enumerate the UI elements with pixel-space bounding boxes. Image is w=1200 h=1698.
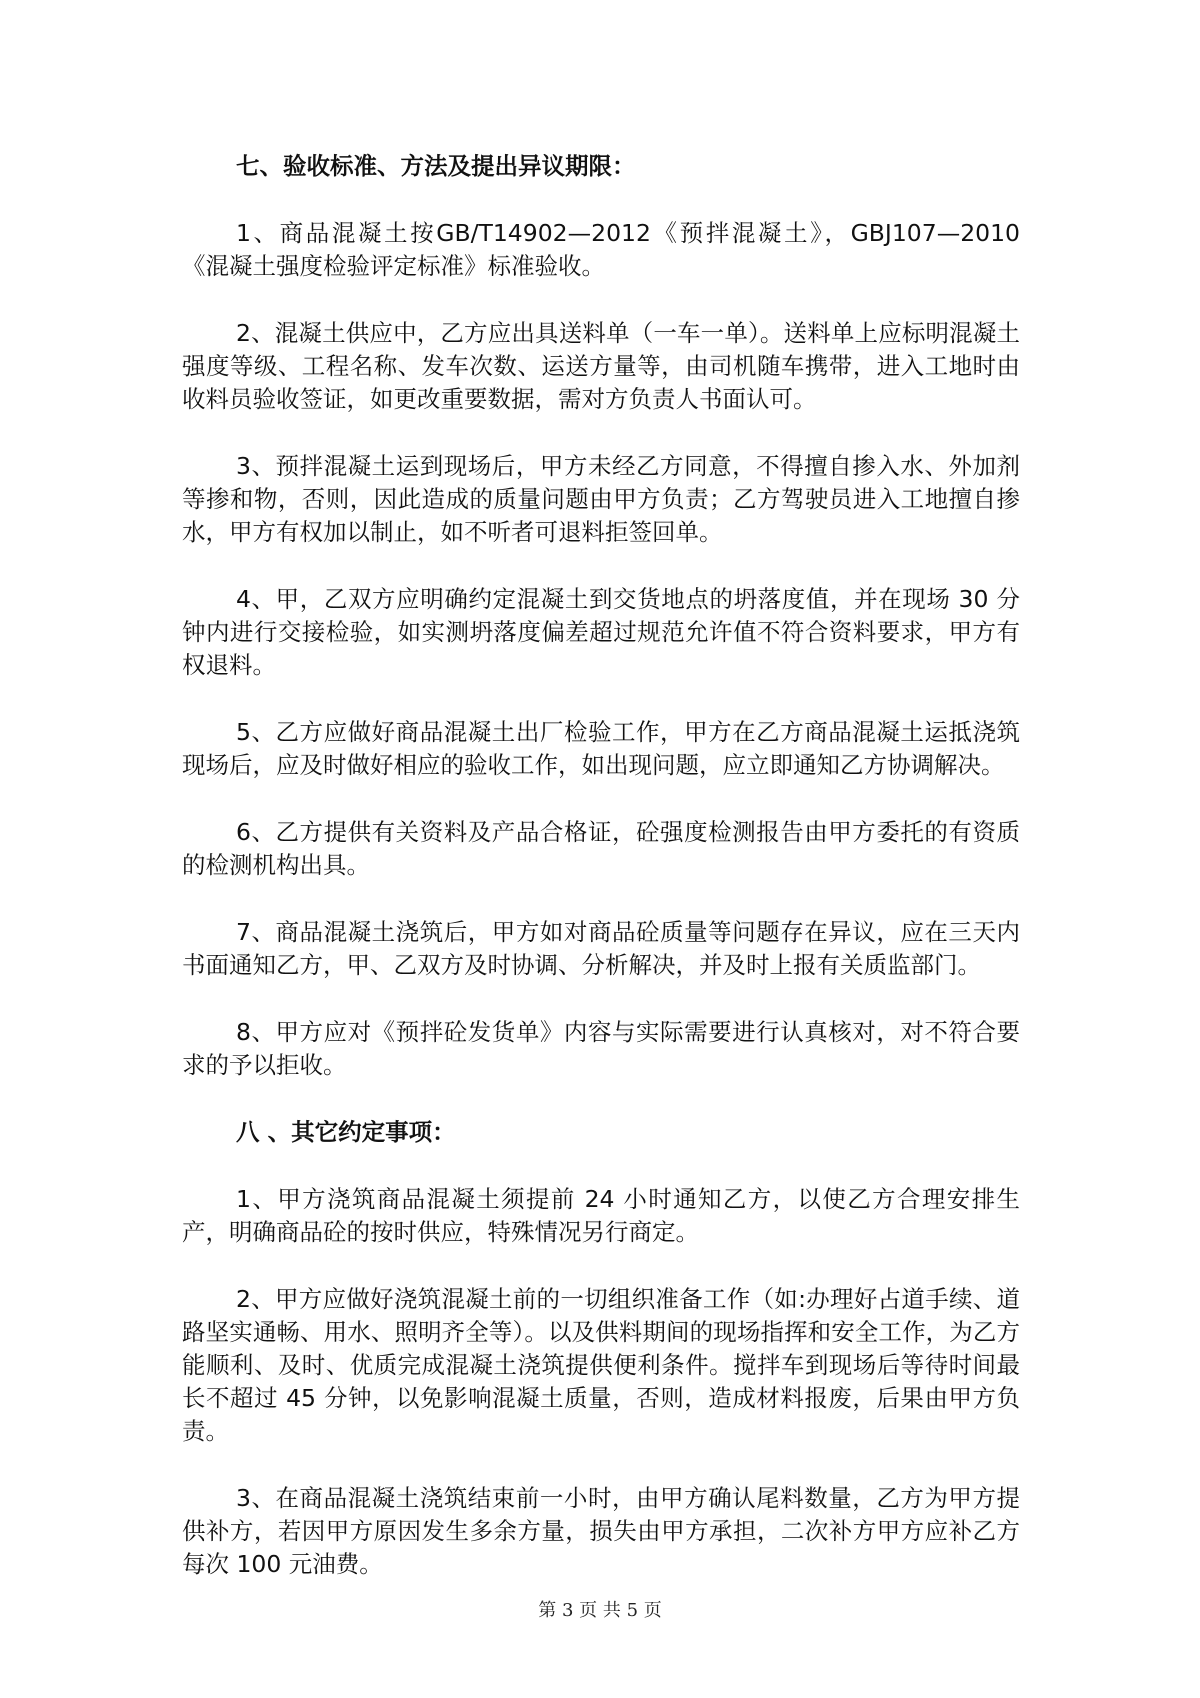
section-7-item-2: 2、混凝土供应中，乙方应出具送料单（一车一单）。送料单上应标明混凝土强度等级、工程名称、发车次数、运送方量等，由司机随车携带，进入工地时由收料员验收签证，如更改重要数据，需对方负责人书面认可。 bbox=[182, 319, 1020, 413]
section-7-item-5: 5、乙方应做好商品混凝土出厂检验工作，甲方在乙方商品混凝土运抵浇筑现场后，应及时做好相应的验收工作，如出现问题，应立即通知乙方协调解决。 bbox=[182, 718, 1020, 779]
section-8-item-2: 2、甲方应做好浇筑混凝土前的一切组织准备工作（如:办理好占道手续、道路坚实通畅、用水、照明齐全等）。以及供料期间的现场指挥和安全工作，为乙方能顺利、及时、优质完成混凝土浇筑提供便利条件。搅拌车到现场后等待时间最长不超过 45 分钟，以免影响混凝土质量，否则，造成材料报废，后果由甲方负责。 bbox=[182, 1285, 1020, 1445]
page-number-footer: 第 3 页 共 5 页 bbox=[538, 1600, 662, 1621]
section-7-heading: 七、验收标准、方法及提出异议期限： bbox=[236, 152, 636, 180]
document-body bbox=[182, 150, 1020, 1615]
section-8-heading: 八 、其它约定事项： bbox=[236, 1118, 456, 1146]
section-8-item-1: 1、甲方浇筑商品混凝土须提前 24 小时通知乙方，以使乙方合理安排生产，明确商品砼的按时供应，特殊情况另行商定。 bbox=[182, 1185, 1020, 1246]
section-7-item-6: 6、乙方提供有关资料及产品合格证，砼强度检测报告由甲方委托的有资质的检测机构出具。 bbox=[182, 818, 1020, 879]
section-8-item-3: 3、在商品混凝土浇筑结束前一小时，由甲方确认尾料数量，乙方为甲方提供补方，若因甲方原因发生多余方量，损失由甲方承担，二次补方甲方应补乙方每次 100 元油费。 bbox=[182, 1484, 1020, 1578]
section-7-item-3: 3、预拌混凝土运到现场后，甲方未经乙方同意，不得擅自掺入水、外加剂等掺和物，否则，因此造成的质量问题由甲方负责；乙方驾驶员进入工地擅自掺水，甲方有权加以制止，如不听者可退料拒签回单。 bbox=[182, 452, 1020, 546]
section-7-item-1: 1、商品混凝土按GB/T14902—2012《预拌混凝土》，GBJ107—2010《混凝土强度检验评定标准》标准验收。 bbox=[182, 219, 1020, 280]
section-7-item-7: 7、商品混凝土浇筑后，甲方如对商品砼质量等问题存在异议，应在三天内书面通知乙方，甲、乙双方及时协调、分析解决，并及时上报有关质监部门。 bbox=[182, 918, 1020, 979]
section-7-item-8: 8、甲方应对《预拌砼发货单》内容与实际需要进行认真核对，对不符合要求的予以拒收。 bbox=[182, 1018, 1020, 1079]
section-7-item-4: 4、甲，乙双方应明确约定混凝土到交货地点的坍落度值，并在现场 30 分钟内进行交接检验，如实测坍落度偏差超过规范允许值不符合资料要求，甲方有权退料。 bbox=[182, 585, 1020, 679]
